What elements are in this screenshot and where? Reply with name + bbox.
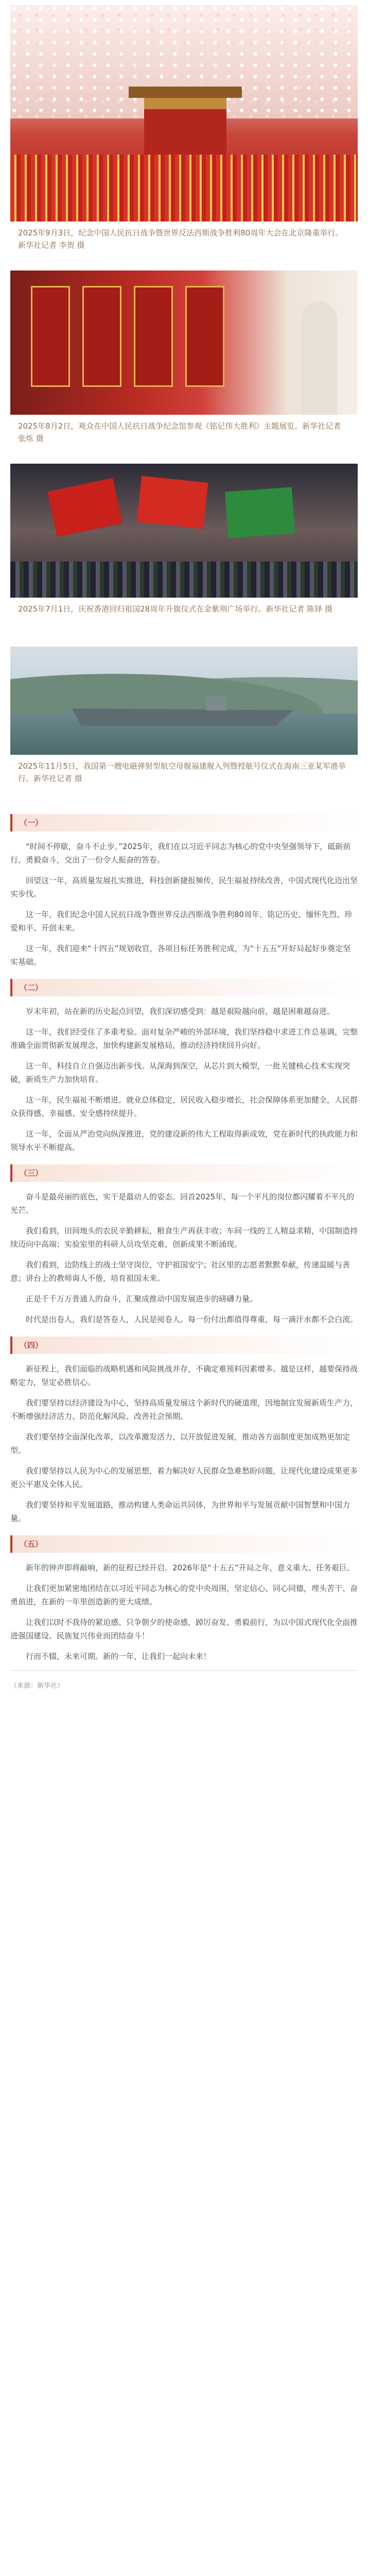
paragraph: 这一年，我们迎来“十四五”规划收官，各项目标任务胜利完成，为“十五五”开好局起好步奠定坚实基础。 xyxy=(10,944,351,967)
section-heading: （三） xyxy=(10,1164,358,1182)
paragraph: 回望这一年，高质量发展扎实推进，科技创新捷报频传，民生福祉持续改善，中国式现代化迈出坚实步伐。 xyxy=(10,876,358,899)
paragraph: 我们要坚持以人民为中心的发展思想，着力解决好人民群众急难愁盼问题，让现代化建设成果更多更公平惠及全体人民。 xyxy=(10,1466,358,1489)
mountains xyxy=(10,667,358,714)
photo-parade xyxy=(10,5,358,222)
flag xyxy=(137,476,208,529)
section-heading: （四） xyxy=(10,1336,358,1354)
source-footer: （来源：新华社） xyxy=(10,1682,64,1690)
crowd xyxy=(10,562,358,598)
photo-caption: 2025年7月1日，庆祝香港回归祖国28周年升旗仪式在金紫荆广场举行。新华社记者 陈铎 摄 xyxy=(18,604,332,614)
paragraph: 岁末年初，站在新的历史起点回望，我们深切感受到：越是艰险越向前，越是困难越奋进。 xyxy=(26,1007,335,1016)
section-heading: （二） xyxy=(10,979,358,996)
parade-crowd xyxy=(10,155,358,222)
exhibit-panel xyxy=(134,286,173,387)
paragraph: 让我们更加紧密地团结在以习近平同志为核心的党中央周围，坚定信心、同心同德，埋头苦干、奋勇前进，在新的一年里创造新的更大成绩。 xyxy=(10,1584,358,1606)
exhibit-panel xyxy=(31,286,70,387)
article-body xyxy=(10,814,358,1671)
paragraph: 我们要坚持全面深化改革，以改革激发活力、以开放促进发展，推动各方面制度更加成熟更加定型。 xyxy=(10,1432,351,1455)
section-heading: （一） xyxy=(10,814,358,832)
paragraph: “时间不停歇，奋斗不止步。”2025年，我们在以习近平同志为核心的党中央坚强领导下，砥砺前行、勇毅奋斗，交出了一份令人振奋的答卷。 xyxy=(10,842,351,865)
visitor-figure xyxy=(301,301,337,415)
divider xyxy=(10,1670,358,1671)
paragraph: 这一年，民生福祉不断增进。就业总体稳定，居民收入稳步增长，社会保障体系更加健全，人民群众获得感、幸福感、安全感持续提升。 xyxy=(10,1095,358,1118)
paragraph: 这一年，我们经受住了多重考验。面对复杂严峻的外部环境，我们坚持稳中求进工作总基调，完整准确全面贯彻新发展理念，加快构建新发展格局，推动经济持续回升向好。 xyxy=(10,1027,358,1050)
flag xyxy=(47,478,122,537)
carrier-island xyxy=(206,696,226,710)
aircraft-carrier xyxy=(72,708,293,726)
paragraph: 奋斗是最亮丽的底色，实干是最动人的姿态。回首2025年，每一个平凡的岗位都闪耀着不平凡的光芒。 xyxy=(10,1192,355,1215)
section-heading: （五） xyxy=(10,1535,358,1553)
flag xyxy=(225,487,295,538)
paragraph: 我们看到，边防线上的战士坚守岗位，守护祖国安宁；社区里的志愿者默默奉献，传递温暖与善意；讲台上的教师诲人不倦，培育祖国未来。 xyxy=(10,1260,351,1283)
paragraph: 新年的钟声即将敲响，新的征程已经开启。2026年是“十五五”开局之年，意义重大、任务艰巨。 xyxy=(26,1563,355,1572)
paragraph: 我们看到，田间地头的农民辛勤耕耘，粮食生产再获丰收；车间一线的工人精益求精，中国制造持续迈向中高端；实验室里的科研人员攻坚克难，创新成果不断涌现。 xyxy=(10,1226,358,1249)
paragraph: 正是千千万万普通人的奋斗，汇聚成推动中国发展进步的磅礴力量。 xyxy=(26,1294,258,1303)
paragraph: 这一年，科技自立自强迈出新步伐。从深海到深空，从芯片到大模型，一批关键核心技术实现突破，新质生产力加快培育。 xyxy=(10,1061,351,1084)
paragraph: 时代是出卷人，我们是答卷人，人民是阅卷人。每一份付出都值得尊重，每一滴汗水都不会白流。 xyxy=(26,1315,358,1324)
paragraph: 这一年，全面从严治党向纵深推进，党的建设新的伟大工程取得新成效，党在新时代的执政能力和领导水平不断提高。 xyxy=(10,1129,358,1152)
paragraph: 行而不辍，未来可期。新的一年，让我们一起向未来！ xyxy=(26,1652,212,1661)
photo-caption: 2025年11月5日，我国第一艘电磁弹射型航空母舰福建舰入列暨授舷号仪式在海南三亚某军港举行。新华社记者 摄 xyxy=(18,761,346,783)
photo-carrier xyxy=(10,647,358,755)
paragraph: 这一年，我们纪念中国人民抗日战争暨世界反法西斯战争胜利80周年，铭记历史、缅怀先烈、珍爱和平、开创未来。 xyxy=(10,910,353,933)
photo-flags xyxy=(10,464,358,598)
paragraph: 让我们以时不我待的紧迫感、只争朝夕的使命感，踔厉奋发、勇毅前行，为以中国式现代化全面推进强国建设、民族复兴伟业而团结奋斗！ xyxy=(10,1618,358,1640)
photo-caption: 2025年8月2日，观众在中国人民抗日战争纪念馆参观《铭记伟大胜利》主题展览。新华社记者 张烁 摄 xyxy=(18,421,341,443)
photo-exhibition xyxy=(10,270,358,415)
paragraph: 新征程上，我们面临的战略机遇和风险挑战并存，不确定难预料因素增多。越是这样，越要保持战略定力，坚定必胜信心。 xyxy=(10,1364,358,1387)
exhibit-panel xyxy=(82,286,121,387)
exhibit-panel xyxy=(185,286,224,387)
photo-caption: 2025年9月3日，纪念中国人民抗日战争暨世界反法西斯战争胜利80周年大会在北京隆重举行。新华社记者 李贺 摄 xyxy=(18,228,343,250)
paragraph: 我们要坚持以经济建设为中心，坚持高质量发展这个新时代的硬道理，因地制宜发展新质生产力，不断增强经济活力、防范化解风险、改善社会预期。 xyxy=(10,1398,358,1421)
paragraph: 我们要坚持和平发展道路，推动构建人类命运共同体，为世界和平与发展贡献中国智慧和中国力量。 xyxy=(10,1500,351,1523)
